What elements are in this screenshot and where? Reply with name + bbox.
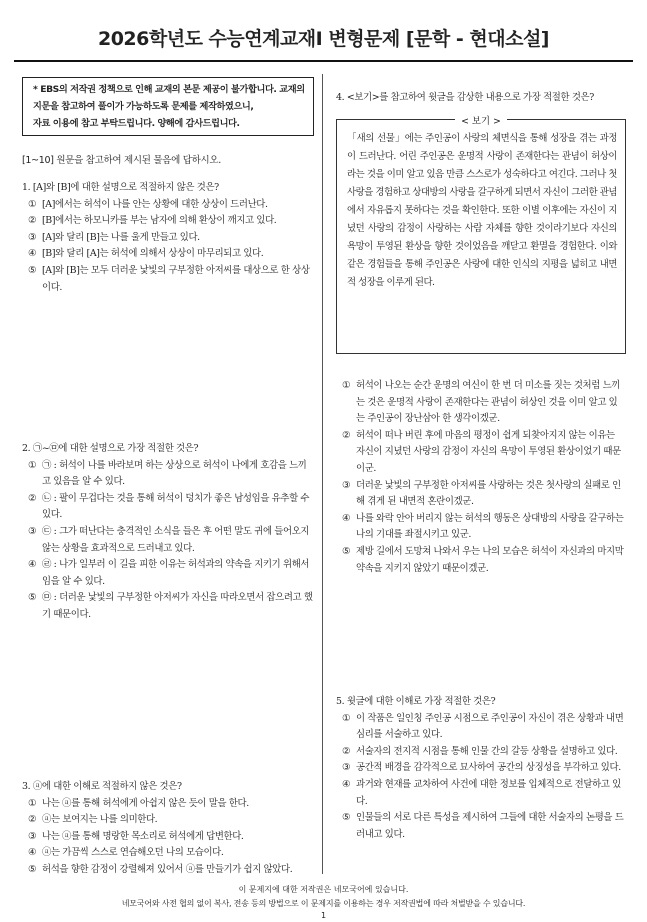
option-text: [A]에서는 허석이 나를 안는 상황에 대한 상상이 드러난다. [42,198,268,210]
option-text: ⓐ는 가끔씩 스스로 연습해오던 나의 모습이다. [42,847,224,859]
option-number: ⑤ [28,264,37,276]
answer-option[interactable] [22,524,314,557]
question-stem: 4. <보기>를 참고하여 윗글을 감상한 내용으로 가장 적절한 것은? [336,92,594,103]
question-1 [22,180,314,296]
option-text: 허석을 향한 감정이 강렬해져 있어서 ⓐ를 만들기가 쉽지 않았다. [42,863,293,875]
option-number: ⑤ [28,592,37,604]
answer-option[interactable] [22,491,314,524]
column-divider [322,74,323,874]
answer-option[interactable] [22,197,314,214]
option-text: 허석이 나오는 순간 운명의 여신이 한 번 더 미소를 짓는 것처럼 느끼는 것은 운명적 사랑이 존재한다는 관념이 허상인 것을 이미 알고 있는 주인공이 장난삼아 한 생각이겠군. [356,380,621,425]
answer-option[interactable] [22,458,314,491]
copyright-notice-box [22,77,314,136]
question-3 [22,779,314,879]
question-2 [22,441,314,624]
question-stem: 2. ㉠~㉤에 대한 설명으로 가장 적절한 것은? [22,443,199,454]
option-text: ⓐ는 보여지는 나를 의미한다. [42,814,158,826]
option-number: ① [28,797,37,809]
answer-option[interactable] [336,511,626,544]
option-text: 허석이 떠나 버린 후에 마음의 평정이 쉽게 되찾아지지 않는 이유는 자신이 지녔던 사랑의 감정이 자신의 욕망이 투영된 환상이었기 때문이군. [356,429,621,474]
answer-option[interactable] [22,812,314,829]
option-number: ④ [342,512,351,524]
copyright-footer: 이 문제지에 대한 저작권은 네모국어에 있습니다. [238,885,409,894]
option-text: [A]와 달리 [B]는 나를 울게 만들고 있다. [42,231,200,243]
option-number: ③ [28,525,37,537]
answer-option[interactable] [22,862,314,879]
answer-option[interactable] [22,263,314,296]
option-text: 나는 ⓐ를 통해 명랑한 목소리로 허석에게 답변한다. [42,830,244,842]
answer-option[interactable] [336,744,626,761]
question-stem: 5. 윗글에 대한 이해로 가장 적절한 것은? [336,696,496,707]
reference-box-title-wrap [337,113,625,127]
option-number: ① [342,380,351,391]
option-text: 제방 길에서 도망쳐 나와서 우는 나의 모습은 허석이 자신과의 마지막 약속을 지키지 않았기 때문이겠군. [356,545,624,574]
option-text: ㉠ : 허석이 나를 바라보며 하는 상상으로 허석이 나에게 호감을 느끼고 있음을 알 수 있다. [42,459,307,488]
option-number: ④ [28,559,37,571]
page-title: 2026학년도 수능연계교재Ⅰ 변형문제 [문학 - 현대소설] [97,28,549,50]
answer-option[interactable] [22,246,314,263]
option-text: [A]와 [B]는 모두 더러운 낯빛의 구부정한 아저씨를 대상으로 한 상상이다. [42,264,310,293]
option-text: ㉤ : 더러운 낯빛의 구부정한 아저씨가 자신을 따라오면서 잡으려고 했기 때문이다. [42,592,313,620]
reference-box-text: 「새의 선물」에는 주인공이 사랑의 체면식을 통해 성장을 겪는 과정이 드러난다. 어린 주인공은 운명적 사랑이 존재한다는 관념이 허상이라는 것을 이미 알고 있음 만큼 스스로가 성숙하다고 여긴다. 그러나 첫사랑을 경험하고 상대방의 사랑을 갈구하게 되면서 자신이 그러한 관념에서 자유롭지 못하다는 것을 확인한다. 또한 이별 이후에는 자신이 지녔던 사랑의 감정이 사랑하는 사람 자체를 향한 것이라기보다 자신의 욕망이 투영된 환상을 향한 것이었음을 깨닫고 환멸을 경험한다. 이와 같은 경험들을 통해 주인공은 사랑에 대한 인식의 지평을 넓히고 내면적 성장을 이루게 된다. [347,133,617,288]
option-number: ① [28,198,37,210]
answer-option[interactable] [22,829,314,846]
option-number: ③ [28,231,37,243]
answer-option[interactable] [336,428,626,478]
option-text: ㉣ : 나가 일부러 이 길을 피한 이유는 허석과의 약속을 지키기 위해서임을 알 수 있다. [42,559,310,587]
option-number: ④ [342,778,351,790]
option-number: ⑤ [342,812,351,824]
option-number: ④ [28,847,37,859]
option-text: [B]에서는 하모니카를 부는 남자에 의해 환상이 깨지고 있다. [42,215,277,227]
answer-option[interactable] [336,378,626,428]
option-text: 공간적 배경을 감각적으로 묘사하여 공간의 상징성을 부각하고 있다. [356,762,621,774]
option-number: ② [342,429,351,441]
option-text: ㉡ : 팔이 무겁다는 것을 통해 허석이 덩치가 좋은 남성임을 유추할 수 있다. [42,492,310,521]
notice-line: 자료 이용에 참고 부탁드립니다. 양해에 감사드립니다. [33,118,240,129]
option-number: ② [342,745,351,757]
header-rule [14,60,633,62]
answer-option[interactable] [22,590,314,623]
option-number: ② [28,492,37,504]
page-number: 1 [320,911,327,920]
option-text: 나를 와락 안아 버리지 않는 허석의 행동은 상대방의 사랑을 갈구하는 나의 기대를 좌절시키고 있군. [356,512,624,541]
option-text: 이 작품은 일인칭 주인공 시점으로 주인공이 자신이 겪은 상황과 내면 심리를 서술하고 있다. [356,712,624,741]
question-5 [336,694,626,843]
answer-option[interactable] [22,213,314,230]
option-number: ① [28,459,37,471]
answer-option[interactable] [336,810,626,843]
option-number: ② [28,814,37,826]
question-stem: 3. ⓐ에 대한 이해로 적절하지 않은 것은? [22,781,182,792]
option-number: ⑤ [342,545,351,557]
answer-option[interactable] [336,711,626,744]
answer-option[interactable] [336,544,626,577]
option-text: 나는 ⓐ를 통해 허석에게 아쉽지 않은 듯이 말을 한다. [42,797,249,809]
notice-line: * EBS의 저작권 정책으로 인해 교재의 본문 제공이 불가합니다. 교재의 [33,84,305,95]
option-text: [B]와 달리 [A]는 허석에 의해서 상상이 마무리되고 있다. [42,248,264,260]
answer-option[interactable] [22,796,314,813]
notice-line: 지문을 참고하여 풀이가 가능하도록 문제를 제작하였으니, [33,101,254,112]
question-stem: 1. [A]와 [B]에 대한 설명으로 적절하지 않은 것은? [22,182,219,193]
answer-option[interactable] [22,557,314,590]
reference-box [336,116,626,354]
option-text: 서술자의 전지적 시점을 통해 인물 간의 갈등 상황을 설명하고 있다. [356,745,618,757]
option-number: ④ [28,248,37,260]
copyright-warning: 네모국어와 사전 협의 없이 복사, 전송 등의 방법으로 이 문제지를 이용하는 경우 저작권법에 따라 처벌받을 수 있습니다. [121,899,526,908]
option-number: ① [342,712,351,724]
answer-option[interactable] [336,777,626,810]
option-text: ㉢ : 그가 떠난다는 충격적인 소식을 들은 후 어떤 말도 귀에 들어오지 않는 상황을 효과적으로 드러내고 있다. [42,525,310,554]
answer-option[interactable] [22,845,314,862]
option-text: 인물들의 서로 다른 특성을 제시하여 그들에 대한 서술자의 논평을 드러내고 있다. [356,812,624,840]
instruction: [1~10] 원문을 참고하여 제시된 물음에 답하시오. [22,155,221,166]
answer-option[interactable] [336,478,626,511]
question-4-stem-wrap [336,90,626,107]
option-number: ③ [342,479,351,491]
option-text: 과거와 현재를 교차하여 사건에 대한 정보를 입체적으로 전달하고 있다. [356,778,621,807]
option-text: 더러운 낯빛의 구부정한 아저씨를 사랑하는 것은 첫사랑의 실패로 인해 겪게 된 내면적 혼란이겠군. [356,479,621,508]
answer-option[interactable] [22,230,314,247]
question-4-options [336,378,626,577]
option-number: ② [28,215,37,227]
option-number: ③ [342,762,351,774]
reference-box-title: < 보기 > [455,116,507,127]
option-number: ⑤ [28,863,37,875]
option-number: ③ [28,830,37,842]
answer-option[interactable] [336,760,626,777]
